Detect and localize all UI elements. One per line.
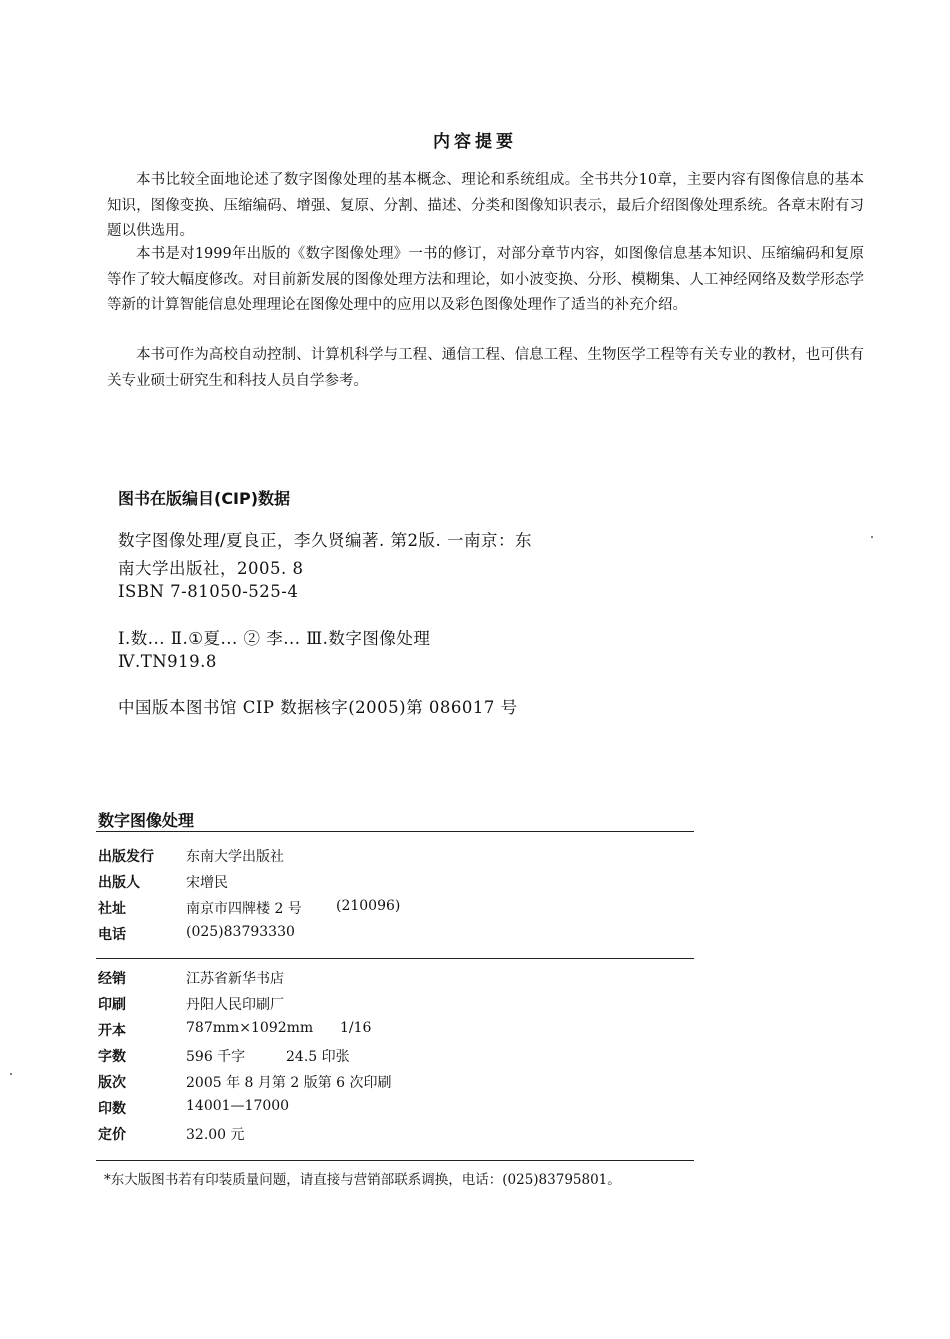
summary-paragraph-3: 本书可作为高校自动控制、计算机科学与工程、通信工程、信息工程、生物医学工程等有关专业的教材，也可供有关专业硕士研究生和科技人员自学参考。 [107, 347, 864, 389]
row-value: 14001—17000 [186, 1098, 290, 1114]
row-format-fraction: 1/16 [340, 1020, 372, 1036]
row-label: 字数 [98, 1049, 126, 1065]
row-label: 社址 [98, 901, 126, 917]
row-label: 印数 [98, 1101, 126, 1117]
row-value: (025)83793330 [186, 924, 295, 940]
cip-class-number: Ⅳ.TN919.8 [118, 652, 217, 671]
cip-classification: Ⅰ.数... Ⅱ.①夏... ② 李... Ⅲ.数字图像处理 [118, 629, 431, 648]
row-value: 南京市四牌楼 2 号 [186, 901, 302, 917]
row-value: 596 千字 [186, 1049, 246, 1065]
colophon-book-title: 数字图像处理 [98, 811, 195, 830]
row-label: 开本 [98, 1023, 126, 1039]
row-value: 宋增民 [186, 875, 228, 891]
cip-record-number: 中国版本图书馆 CIP 数据核字(2005)第 086017 号 [118, 698, 518, 717]
divider-line [96, 1160, 694, 1161]
row-label: 版次 [98, 1075, 126, 1091]
row-label: 经销 [98, 971, 126, 987]
row-value: 2005 年 8 月第 2 版第 6 次印刷 [186, 1075, 392, 1091]
cip-line-1: 数字图像处理/夏良正，李久贤编著. 第2版. 一南京：东 [118, 531, 533, 550]
row-value: 丹阳人民印刷厂 [186, 997, 284, 1013]
row-value: 东南大学出版社 [186, 849, 284, 865]
divider-line [96, 831, 694, 832]
row-label: 电话 [98, 927, 126, 943]
summary-title: 内容提要 [433, 132, 517, 152]
scan-speck [871, 536, 873, 538]
footer-note: *东大版图书若有印装质量问题，请直接与营销部联系调换，电话：(025)83795801。 [104, 1172, 621, 1188]
scan-speck [10, 1073, 12, 1075]
row-label: 出版发行 [98, 849, 154, 865]
cip-isbn: ISBN 7-81050-525-4 [118, 582, 299, 601]
row-label: 出版人 [98, 875, 140, 891]
summary-paragraph-1: 本书比较全面地论述了数字图像处理的基本概念、理论和系统组成。全书共分10章，主要内容有图像信息的基本知识，图像变换、压缩编码、增强、复原、分割、描述、分类和图像知识表示，最后介绍图像处理系统。各章末附有习题以供选用。 [107, 172, 864, 239]
row-label: 印刷 [98, 997, 126, 1013]
cip-title: 图书在版编目(CIP)数据 [118, 489, 291, 508]
summary-paragraph-2: 本书是对1999年出版的《数字图像处理》一书的修订，对部分章节内容，如图像信息基本知识、压缩编码和复原等作了较大幅度修改。对目前新发展的图像处理方法和理论，如小波变换、分形、模糊集、人工神经网络及数学形态学等新的计算智能信息处理理论在图像处理中的应用以及彩色图像处理作了适当的补充介绍。 [107, 246, 864, 313]
row-value: 江苏省新华书店 [186, 971, 284, 987]
cip-line-2: 南大学出版社，2005. 8 [118, 559, 304, 578]
row-value: 32.00 元 [186, 1127, 245, 1143]
row-postcode: (210096) [336, 898, 401, 914]
row-label: 定价 [98, 1127, 126, 1143]
divider-line [96, 958, 694, 959]
row-sheets: 24.5 印张 [286, 1049, 350, 1065]
row-value: 787mm×1092mm [186, 1020, 314, 1036]
